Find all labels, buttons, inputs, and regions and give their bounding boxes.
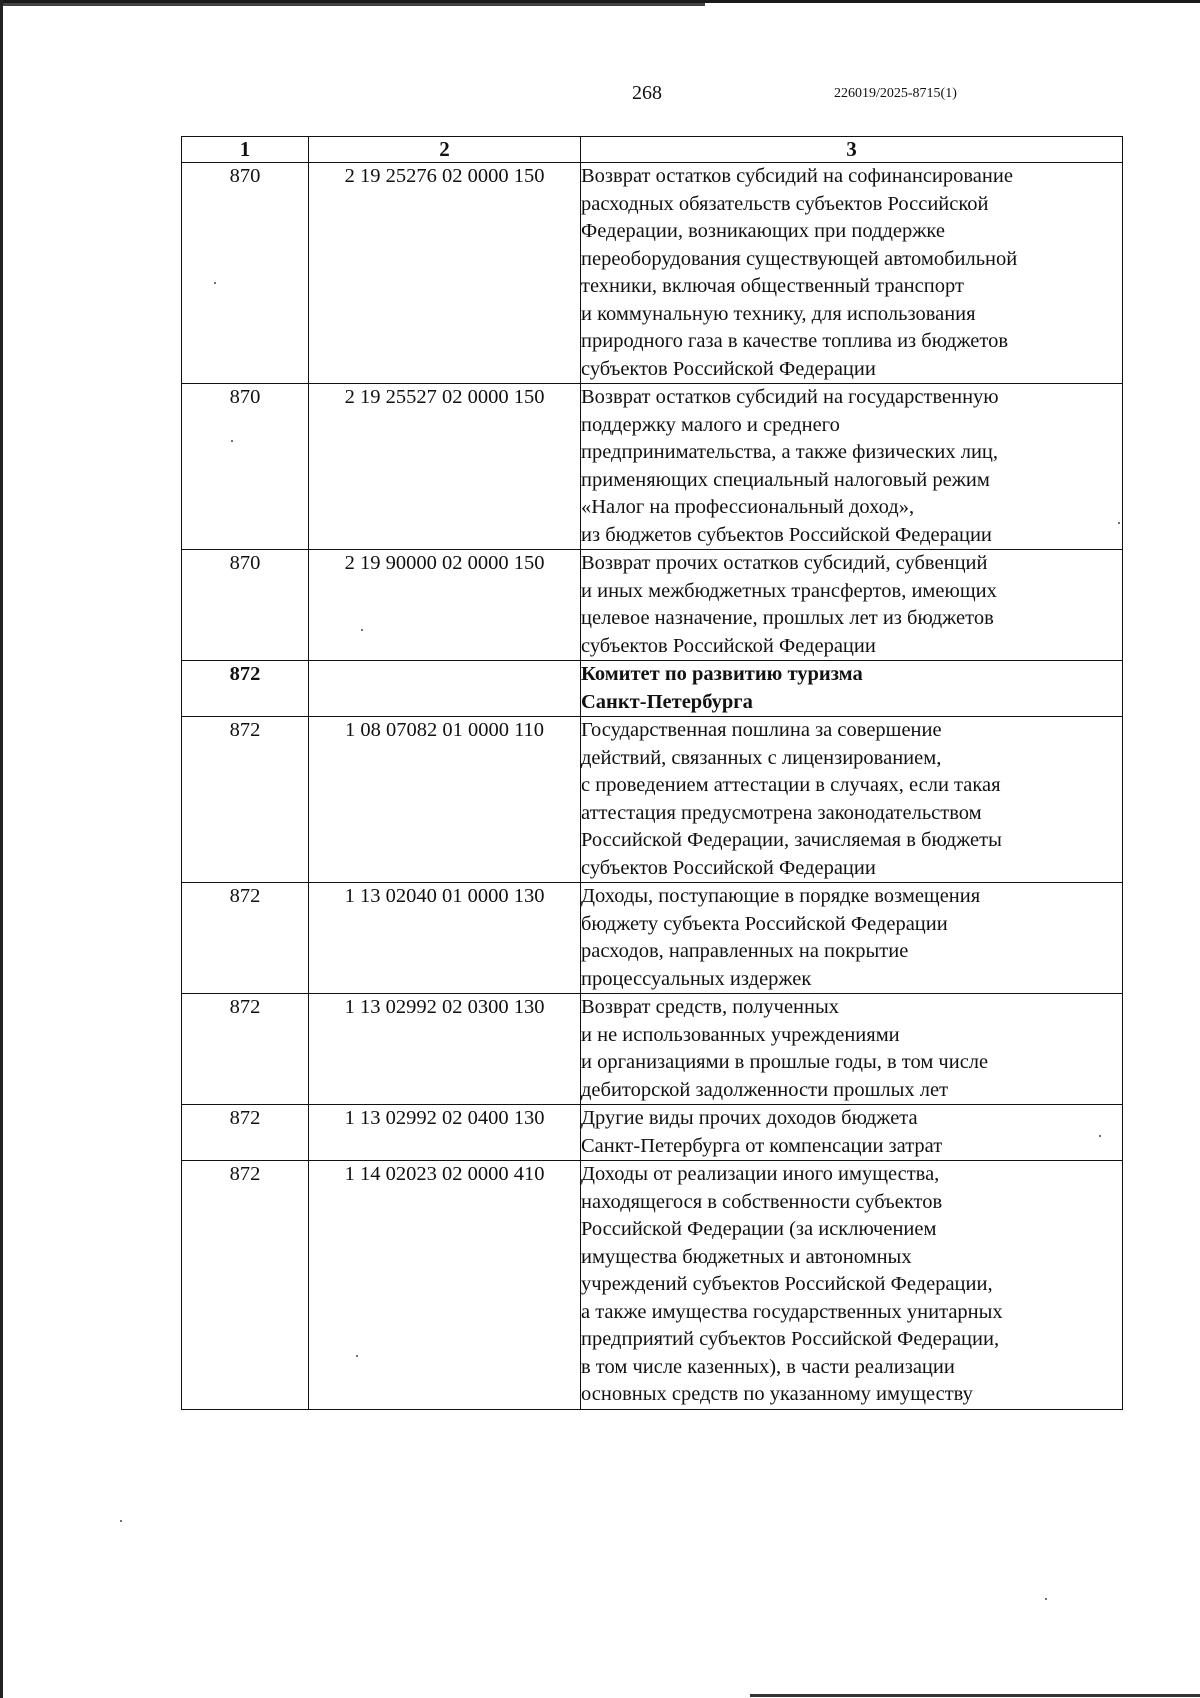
description-line: учреждений субъектов Российской Федерации,: [581, 1273, 993, 1295]
description-line: природного газа в качестве топлива из бюджетов: [581, 330, 1009, 352]
description-line: действий, связанных с лицензированием,: [581, 746, 942, 769]
description-line: и не использованных учреждениями: [581, 1023, 900, 1046]
budget-classification-code-cell: 2 19 25276 02 0000 150: [309, 163, 581, 384]
description-line: Федерации, возникающих при поддержке: [581, 220, 945, 242]
description-line: и организациями в прошлые годы, в том числе: [581, 1051, 989, 1073]
revenue-codes-table: [181, 136, 1123, 1410]
budget-classification-code-cell: 1 13 02992 02 0400 130: [309, 1105, 581, 1161]
scan-speck: [214, 282, 216, 284]
table-header-row: [182, 137, 1123, 163]
description-line: аттестация предусмотрена законодательством: [581, 801, 982, 824]
table-row: [182, 994, 1123, 1105]
revenue-description-cell: [581, 163, 1123, 384]
description-line: субъектов Российской Федерации: [581, 634, 876, 657]
scan-edge-top-shadow: [0, 3, 705, 6]
budget-classification-code-cell: [309, 661, 581, 717]
budget-classification-code-cell: 1 14 02023 02 0000 410: [309, 1161, 581, 1410]
column-header-1: 1: [182, 137, 309, 163]
description-line: Возврат средств, полученных: [581, 996, 840, 1018]
budget-classification-code-cell: 1 13 02040 01 0000 130: [309, 883, 581, 994]
description-line: Государственная пошлина за совершение: [581, 719, 942, 741]
description-line: процессуальных издержек: [581, 967, 812, 990]
description-line: Возврат прочих остатков субсидий, субвенций: [581, 552, 988, 574]
admin-code-cell: 872: [182, 883, 309, 994]
description-line: Другие виды прочих доходов бюджета: [581, 1107, 918, 1129]
admin-code-cell: 872: [182, 717, 309, 883]
budget-classification-code-cell: 1 13 02992 02 0300 130: [309, 994, 581, 1105]
revenue-description-cell: [581, 661, 1123, 717]
revenue-description-cell: [581, 1105, 1123, 1161]
scan-speck: [120, 1520, 122, 1522]
admin-code-cell: 872: [182, 1105, 309, 1161]
revenue-description-cell: [581, 384, 1123, 550]
scan-speck: [1118, 522, 1120, 524]
description-line: находящегося в собственности субъектов: [581, 1190, 943, 1213]
description-line: Доходы, поступающие в порядке возмещения: [581, 885, 981, 907]
budget-classification-code-cell: 1 08 07082 01 0000 110: [309, 717, 581, 883]
description-line: расходов, направленных на покрытие: [581, 940, 909, 962]
scan-edge-bottom: [750, 1694, 1200, 1697]
table-row: [182, 550, 1123, 661]
description-line: в том числе казенных), в части реализации: [581, 1355, 955, 1378]
admin-code-cell: 872: [182, 661, 309, 717]
description-line: Возврат остатков субсидий на государственную: [581, 386, 999, 408]
admin-code-cell: 872: [182, 1161, 309, 1410]
scan-speck: [356, 1355, 358, 1357]
description-line: целевое назначение, прошлых лет из бюджетов: [581, 607, 994, 629]
description-line: Российской Федерации, зачисляемая в бюджеты: [581, 829, 1002, 851]
column-header-3: 3: [581, 137, 1123, 163]
description-line: Санкт-Петербурга от компенсации затрат: [581, 1134, 943, 1157]
admin-code-cell: 870: [182, 550, 309, 661]
description-line: Санкт-Петербурга: [581, 690, 753, 713]
description-line: субъектов Российской Федерации: [581, 357, 876, 380]
description-line: предпринимательства, а также физических лиц,: [581, 441, 999, 463]
table-row: [182, 1161, 1123, 1410]
table-row: [182, 661, 1123, 717]
description-line: поддержку малого и среднего: [581, 413, 840, 436]
revenue-description-cell: [581, 994, 1123, 1105]
admin-code-cell: 870: [182, 384, 309, 550]
scan-speck: [231, 440, 233, 442]
scan-edge-left: [0, 0, 3, 1698]
scan-speck: [1099, 1135, 1101, 1137]
description-line: и коммунальную технику, для использования: [581, 302, 976, 325]
admin-code-cell: 872: [182, 994, 309, 1105]
column-header-2: 2: [309, 137, 581, 163]
description-line: дебиторской задолженности прошлых лет: [581, 1078, 949, 1101]
table-row: [182, 1105, 1123, 1161]
budget-classification-code-cell: 2 19 25527 02 0000 150: [309, 384, 581, 550]
description-line: применяющих специальный налоговый режим: [581, 468, 990, 491]
description-line: предприятий субъектов Российской Федерации,: [581, 1328, 1000, 1350]
table-row: [182, 163, 1123, 384]
admin-code-cell: 870: [182, 163, 309, 384]
scan-speck: [361, 629, 363, 631]
table-row: [182, 384, 1123, 550]
description-line: техники, включая общественный транспорт: [581, 275, 964, 297]
budget-classification-code-cell: 2 19 90000 02 0000 150: [309, 550, 581, 661]
description-line: бюджету субъекта Российской Федерации: [581, 912, 948, 935]
table-row: [182, 883, 1123, 994]
description-line: Возврат остатков субсидий на софинансирование: [581, 165, 1013, 187]
description-line: Комитет по развитию туризма: [581, 663, 863, 685]
table-body: [182, 163, 1123, 1410]
description-line: и иных межбюджетных трансфертов, имеющих: [581, 579, 997, 602]
revenue-description-cell: [581, 883, 1123, 994]
description-line: «Налог на профессиональный доход»,: [581, 496, 915, 518]
description-line: основных средств по указанному имуществу: [581, 1383, 973, 1405]
description-line: расходных обязательств субъектов Российской: [581, 192, 989, 215]
description-line: субъектов Российской Федерации: [581, 856, 876, 879]
description-line: имущества бюджетных и автономных: [581, 1245, 912, 1268]
document-id: 226019/2025-8715(1): [834, 86, 957, 101]
revenue-description-cell: [581, 550, 1123, 661]
description-line: Российской Федерации (за исключением: [581, 1218, 937, 1240]
table-row: [182, 717, 1123, 883]
description-line: переоборудования существующей автомобильной: [581, 247, 1018, 270]
scan-speck: [1045, 1598, 1047, 1600]
description-line: а также имущества государственных унитарных: [581, 1300, 1003, 1323]
description-line: из бюджетов субъектов Российской Федерации: [581, 523, 992, 546]
revenue-description-cell: [581, 1161, 1123, 1410]
revenue-description-cell: [581, 717, 1123, 883]
page-number: 268: [632, 82, 662, 104]
description-line: Доходы от реализации иного имущества,: [581, 1163, 940, 1185]
description-line: с проведением аттестации в случаях, если такая: [581, 774, 1001, 796]
